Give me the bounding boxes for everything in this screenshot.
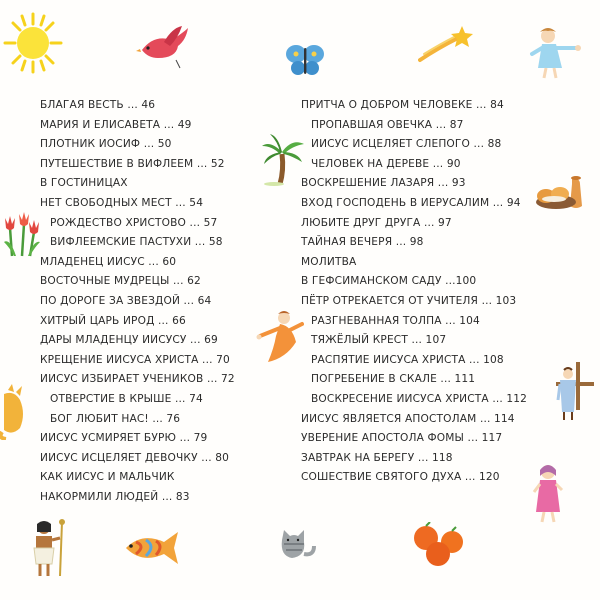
toc-entry: ПРИТЧА О ДОБРОМ ЧЕЛОВЕКЕ ... 84 <box>301 99 504 111</box>
toc-entry: ИИСУС ИЗБИРАЕТ УЧЕНИКОВ ... 72 <box>40 373 235 386</box>
toc-entry: ИИСУС УСМИРЯЕТ БУРЮ ... 79 <box>40 432 208 445</box>
toc-left-column <box>40 96 235 507</box>
flying-angel-icon <box>256 308 304 366</box>
egyptian-figure-icon <box>26 518 70 580</box>
toc-entry: КАК ИИСУС И МАЛЬЧИК <box>40 471 175 484</box>
toc-entry: ДАРЫ МЛАДЕНЦУ ИИСУСУ ... 69 <box>40 334 218 347</box>
toc-entry: ЗАВТРАК НА БЕРЕГУ ... 118 <box>301 451 453 464</box>
toc-entry: ХИТРЫЙ ЦАРЬ ИРОД ... 66 <box>40 314 186 327</box>
toc-entry: ВОСКРЕСЕНИЕ ИИСУСА ХРИСТА ... 112 <box>311 392 528 405</box>
toc-entry: ЧЕЛОВЕК НА ДЕРЕВЕ ... 90 <box>311 157 461 170</box>
girl-in-pink-icon <box>530 462 566 524</box>
toc-entry: ИИСУС ИСЦЕЛЯЕТ СЛЕПОГО ... 88 <box>311 138 502 151</box>
sun-icon <box>2 10 64 76</box>
toc-entry: ВОСТОЧНЫЕ МУДРЕЦЫ ... 62 <box>40 275 201 288</box>
shooting-star-icon <box>418 24 474 64</box>
grey-cat-icon <box>274 522 318 566</box>
toc-entry: ВИФЛЕЕМСКИЕ ПАСТУХИ ... 58 <box>50 236 223 249</box>
toc-entry: КРЕЩЕНИЕ ИИСУСА ХРИСТА ... 70 <box>40 353 230 366</box>
toc-entry: В ГЕФСИМАНСКОМ САДУ ...100 <box>301 275 477 288</box>
fish-icon <box>120 528 182 570</box>
tulips-icon <box>0 212 40 258</box>
angel-girl-icon <box>528 26 584 80</box>
toc-entry: ТАЙНАЯ ВЕЧЕРЯ ... 98 <box>301 236 424 249</box>
toc-entry: ИИСУС ЯВЛЯЕТСЯ АПОСТОЛАМ ... 114 <box>301 412 515 425</box>
toc-entry: ПОГРЕБЕНИЕ В СКАЛЕ ... 111 <box>311 373 476 386</box>
toc-entry: УВЕРЕНИЕ АПОСТОЛА ФОМЫ ... 117 <box>301 432 503 445</box>
bread-and-jug-icon <box>532 172 588 212</box>
toc-entry: ВХОД ГОСПОДЕНЬ В ИЕРУСАЛИМ ... 94 <box>301 196 521 209</box>
toc-entry: ВОСКРЕШЕНИЕ ЛАЗАРЯ ... 93 <box>301 177 466 190</box>
toc-entry: БОГ ЛЮБИТ НАС! ... 76 <box>50 412 181 425</box>
cross-bearer-icon <box>550 360 594 422</box>
toc-entry: ОТВЕРСТИЕ В КРЫШЕ ... 74 <box>50 392 203 405</box>
toc-entry: РОЖДЕСТВО ХРИСТОВО ... 57 <box>50 216 218 229</box>
toc-entry: СОШЕСТВИЕ СВЯТОГО ДУХА ... 120 <box>301 471 500 484</box>
toc-entry: ПЛОТНИК ИОСИФ ... 50 <box>40 138 172 151</box>
toc-entry: РАСПЯТИЕ ИИСУСА ХРИСТА ... 108 <box>311 353 504 366</box>
blue-butterfly-icon <box>284 40 326 80</box>
red-bird-icon <box>136 24 192 72</box>
oranges-icon <box>412 522 468 568</box>
toc-entry: ТЯЖЁЛЫЙ КРЕСТ ... 107 <box>311 334 447 347</box>
toc-entry: НЕТ СВОБОДНЫХ МЕСТ ... 54 <box>40 196 204 209</box>
toc-entry: ПЁТР ОТРЕКАЕТСЯ ОТ УЧИТЕЛЯ ... 103 <box>301 294 517 307</box>
toc-entry: ЛЮБИТЕ ДРУГ ДРУГА ... 97 <box>301 216 452 229</box>
toc-entry: БЛАГАЯ ВЕСТЬ ... 46 <box>40 99 156 111</box>
toc-entry: МЛАДЕНЕЦ ИИСУС ... 60 <box>40 255 177 268</box>
palm-tree-icon <box>262 134 306 186</box>
toc-entry: МАРИЯ И ЕЛИСАВЕТА ... 49 <box>40 118 192 131</box>
toc-right-column <box>301 96 527 488</box>
toc-entry: В ГОСТИНИЦАХ <box>40 177 128 190</box>
toc-entry: ПО ДОРОГЕ ЗА ЗВЕЗДОЙ ... 64 <box>40 294 212 307</box>
yellow-cat-icon <box>0 384 28 440</box>
toc-entry: РАЗГНЕВАННАЯ ТОЛПА ... 104 <box>311 314 480 327</box>
toc-entry: ПУТЕШЕСТВИЕ В ВИФЛЕЕМ ... 52 <box>40 157 225 170</box>
toc-entry: НАКОРМИЛИ ЛЮДЕЙ ... 83 <box>40 490 190 503</box>
toc-entry: МОЛИТВА <box>301 255 357 268</box>
toc-entry: ИИСУС ИСЦЕЛЯЕТ ДЕВОЧКУ ... 80 <box>40 451 230 464</box>
toc-entry: ПРОПАВШАЯ ОВЕЧКА ... 87 <box>311 118 464 131</box>
